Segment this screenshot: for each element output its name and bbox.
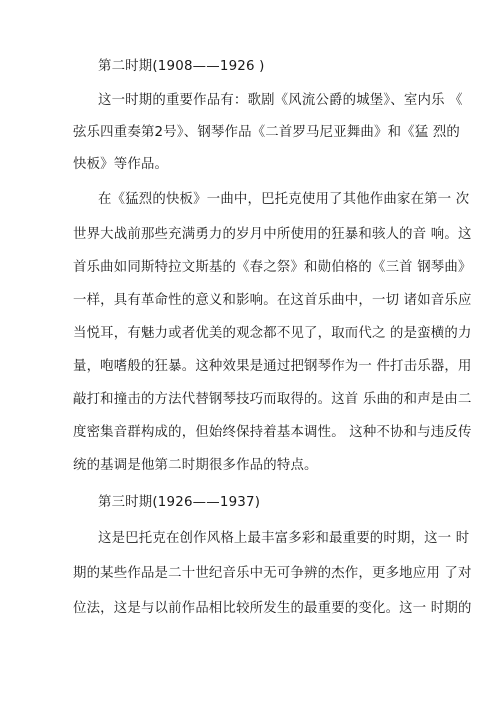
paragraph-works-line: 弦乐四重奏第2号》、钢琴作品《二首罗马尼亚舞曲》和《猛 烈的	[73, 125, 461, 140]
paragraph-allegro-line: 量，咆嗜般的狂暴。这种效果是通过把钢琴作为一 件打击乐器，用	[73, 359, 472, 374]
paragraph-allegro-line: 当悦耳，有魅力或者优美的观念都不见了，取而代之 的是蛮横的力	[73, 326, 472, 341]
paragraph-works-line: 快板》等作品。	[73, 157, 169, 172]
paragraph-allegro-line: 一样，具有革命性的意义和影响。在这首乐曲中，一切 诸如音乐应	[73, 293, 472, 308]
heading-period-3: 第三时期(1926——1937)	[98, 495, 261, 510]
paragraph-works-line: 这一时期的重要作品有：歌剧《风流公爵的城堡》、室内乐 《	[98, 93, 463, 108]
paragraph-allegro-line: 首乐曲如同斯特拉文斯基的《春之祭》和勋伯格的《三首 钢琴曲》	[73, 260, 472, 275]
paragraph-period-3-line: 期的某些作品是二十世纪音乐中无可争辨的杰作，更多地应用 了对	[73, 566, 472, 581]
heading-period-2: 第二时期(1908——1926 )	[98, 59, 265, 74]
paragraph-allegro-line: 在《猛烈的快板》一曲中，巴托克使用了其他作曲家在第一 次	[98, 192, 470, 207]
paragraph-allegro-line: 世界大战前那些充满勇力的岁月中所使用的狂暴和骇人的音 响。这	[73, 227, 472, 242]
paragraph-allegro-line: 统的基调是他第二时期很多作品的特点。	[73, 458, 318, 473]
paragraph-period-3-line: 这是巴托克在创作风格上最丰富多彩和最重要的时期，这一 时	[98, 531, 470, 546]
paragraph-allegro-line: 度密集音群构成的，但始终保持着基本调性。 这种不协和与违反传	[73, 425, 472, 440]
paragraph-period-3-line: 位法，这是与以前作品相比较所发生的最重要的变化。这一 时期的	[73, 601, 472, 616]
paragraph-allegro-line: 敲打和撞击的方法代替钢琴技巧而取得的。这首 乐曲的和声是由二	[73, 392, 472, 407]
